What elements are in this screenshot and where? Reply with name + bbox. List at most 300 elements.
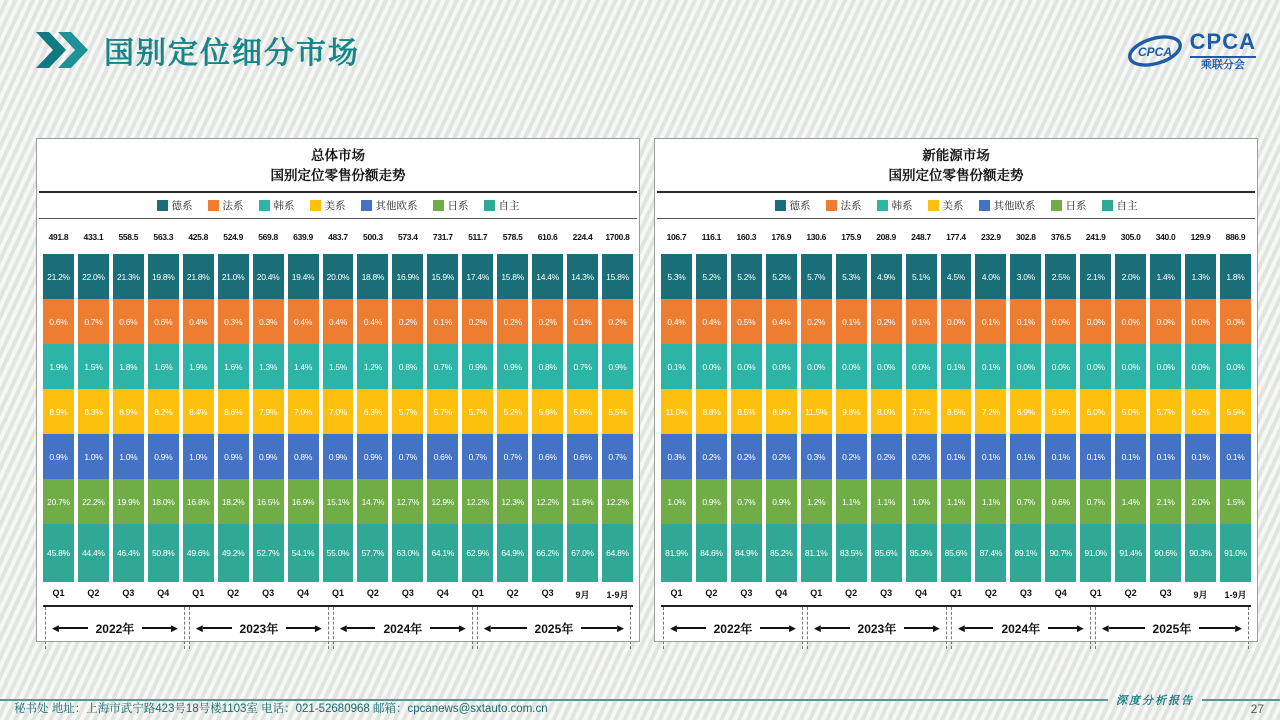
legend-item — [208, 198, 244, 213]
bar-segment: 5.6% — [532, 389, 563, 434]
bar-segment: 8.9% — [43, 389, 74, 434]
bar-column — [1220, 221, 1251, 601]
bar-total-label: 731.7 — [432, 232, 453, 243]
bar-segment: 8.2% — [148, 389, 179, 434]
bar-segment: 0.9% — [323, 434, 354, 479]
legend-label: 法系 — [222, 200, 244, 213]
bar-segment: 21.8% — [183, 254, 214, 299]
bar-column — [1010, 221, 1041, 601]
bar-total-label: 305.0 — [1120, 232, 1141, 243]
bar-total-label: 425.8 — [188, 232, 209, 243]
bar-segment: 91.0% — [1220, 524, 1251, 582]
bar-segment: 90.6% — [1150, 524, 1181, 582]
bar-segment: 5.7% — [801, 254, 832, 299]
bar-segment: 0.2% — [906, 434, 937, 479]
bar-total-label: 248.7 — [911, 232, 931, 243]
bar-segment: 0.1% — [836, 299, 867, 344]
x-tick-label: Q3 — [401, 588, 414, 599]
bar-segment: 0.0% — [941, 299, 972, 344]
arrow-left-icon: ◀ — [670, 622, 677, 633]
bar-column — [836, 221, 867, 601]
bar-total-label: 160.3 — [736, 232, 757, 243]
bar-segment: 0.7% — [1080, 479, 1111, 524]
x-tick-label: Q3 — [122, 588, 135, 599]
bar-segment: 0.7% — [731, 479, 762, 524]
bar-total-label: 1700.8 — [605, 232, 630, 243]
logo-text: CPCA — [1189, 29, 1256, 54]
year-group — [807, 607, 947, 649]
bar-segment: 1.2% — [801, 479, 832, 524]
bar-segment: 16.9% — [288, 479, 319, 524]
bar-segment: 0.7% — [392, 434, 423, 479]
bar-segment: 0.2% — [731, 434, 762, 479]
bar-segment: 0.6% — [148, 299, 179, 344]
x-tick-label: Q1 — [331, 588, 344, 599]
legend-label: 其他欧系 — [375, 200, 418, 213]
bar-segment: 11.6% — [567, 479, 598, 524]
bar-segment: 19.9% — [113, 479, 144, 524]
bar-column — [602, 221, 633, 601]
bar-segment: 8.3% — [78, 389, 109, 434]
bar-segment: 0.0% — [1115, 299, 1146, 344]
bar-segment: 1.1% — [836, 479, 867, 524]
bar-segment: 0.6% — [43, 299, 74, 344]
x-tick-label: Q1 — [192, 588, 205, 599]
bar-column — [532, 221, 563, 601]
stacked-bar — [567, 254, 598, 582]
bar-segment: 0.9% — [766, 479, 797, 524]
bar-segment: 11.5% — [801, 389, 832, 434]
bar-column — [766, 221, 797, 601]
bar-segment: 14.3% — [567, 254, 598, 299]
bar-segment: 0.0% — [1220, 344, 1251, 389]
bar-segment: 3.0% — [1010, 254, 1041, 299]
bar-total-label: 175.9 — [841, 232, 862, 243]
x-tick-label: Q3 — [541, 588, 554, 599]
bar-segment: 0.0% — [1080, 299, 1111, 344]
logo-subtext: 乘联分会 — [1190, 56, 1256, 71]
legend-swatch — [259, 200, 270, 211]
bar-segment: 0.1% — [1045, 434, 1076, 479]
bar-segment: 5.3% — [836, 254, 867, 299]
bar-segment: 8.6% — [218, 389, 249, 434]
bar-segment: 7.2% — [975, 389, 1006, 434]
bar-segment: 67.0% — [567, 524, 598, 582]
bar-segment: 12.7% — [392, 479, 423, 524]
bar-segment: 52.7% — [253, 524, 284, 582]
bar-segment: 0.0% — [836, 344, 867, 389]
bar-segment: 5.2% — [696, 254, 727, 299]
bar-segment: 5.2% — [497, 389, 528, 434]
bar-column — [1115, 221, 1146, 601]
bar-total-label: 578.5 — [502, 232, 523, 243]
legend-item — [433, 198, 469, 213]
bar-segment: 0.9% — [462, 344, 493, 389]
year-label: 2025年 — [534, 621, 574, 636]
x-tick-label: Q3 — [880, 588, 893, 599]
bar-segment: 45.8% — [43, 524, 74, 582]
bar-segment: 5.3% — [661, 254, 692, 299]
year-group — [189, 607, 329, 649]
bar-segment: 0.4% — [183, 299, 214, 344]
bar-segment: 5.8% — [567, 389, 598, 434]
bar-segment: 14.7% — [357, 479, 388, 524]
bar-column — [801, 221, 832, 601]
bar-segment: 5.7% — [1150, 389, 1181, 434]
bar-total-label: 491.8 — [48, 232, 69, 243]
bar-segment: 4.5% — [941, 254, 972, 299]
year-label: 2025年 — [1152, 621, 1192, 636]
bar-segment: 15.1% — [323, 479, 354, 524]
bar-column — [661, 221, 692, 601]
year-label: 2023年 — [857, 621, 897, 636]
bar-segment: 0.0% — [906, 344, 937, 389]
bar-segment: 64.9% — [497, 524, 528, 582]
bar-segment: 0.1% — [1115, 434, 1146, 479]
bar-column — [696, 221, 727, 601]
divider — [657, 218, 1255, 219]
bar-segment: 12.2% — [602, 479, 633, 524]
bar-segment: 1.1% — [871, 479, 902, 524]
bar-total-label: 524.9 — [223, 232, 244, 243]
arrow-right-icon: ▶ — [789, 622, 796, 633]
bar-segment: 15.8% — [497, 254, 528, 299]
year-group — [333, 607, 473, 649]
bar-segment: 1.3% — [1185, 254, 1216, 299]
arrow-left-icon: ◀ — [483, 622, 491, 633]
bar-segment: 0.3% — [661, 434, 692, 479]
bar-column — [148, 221, 179, 601]
legend-item — [877, 198, 913, 213]
stacked-bar — [462, 254, 493, 582]
bar-column — [218, 221, 249, 601]
legend-label: 法系 — [840, 200, 862, 213]
report-type-label: 深度分析报告 — [1116, 695, 1194, 707]
x-tick-label: Q4 — [157, 588, 170, 599]
bar-segment: 0.4% — [323, 299, 354, 344]
bar-column — [183, 221, 214, 601]
bar-segment: 6.2% — [1185, 389, 1216, 434]
bar-segment: 0.1% — [1010, 299, 1041, 344]
arrow-left-icon: ◀ — [339, 622, 347, 633]
bar-segment: 5.7% — [427, 389, 458, 434]
legend-item — [361, 198, 418, 213]
bar-segment: 0.1% — [975, 344, 1006, 389]
legend — [655, 193, 1257, 218]
stacked-bar — [43, 254, 74, 582]
x-tick-label: Q1 — [949, 588, 962, 599]
bar-segment: 0.1% — [1150, 434, 1181, 479]
bar-segment: 1.5% — [78, 344, 109, 389]
x-tick-label: Q1 — [670, 588, 683, 599]
stacked-bar — [801, 254, 832, 582]
bar-segment: 0.4% — [696, 299, 727, 344]
x-tick-label: Q2 — [984, 588, 997, 599]
arrow-right-icon: ▶ — [314, 622, 322, 633]
x-tick-label: Q4 — [915, 588, 928, 599]
bar-total-label: 569.8 — [258, 232, 278, 243]
bar-segment: 83.5% — [836, 524, 867, 582]
bar-segment: 5.1% — [906, 254, 937, 299]
bar-segment: 62.9% — [462, 524, 493, 582]
bar-segment: 0.5% — [731, 299, 762, 344]
bar-segment: 1.8% — [1220, 254, 1251, 299]
x-tick-label: Q3 — [740, 588, 753, 599]
bar-segment: 0.6% — [427, 434, 458, 479]
bar-segment: 2.1% — [1150, 479, 1181, 524]
bar-segment: 0.6% — [567, 434, 598, 479]
bar-total-label: 500.3 — [363, 232, 383, 243]
bar-segment: 0.1% — [941, 434, 972, 479]
arrow-right-icon: ▶ — [458, 622, 466, 633]
x-tick-label: Q2 — [845, 588, 858, 599]
legend-swatch — [361, 200, 372, 211]
bar-segment: 0.0% — [731, 344, 762, 389]
x-tick-label: Q2 — [506, 588, 519, 599]
bar-segment: 0.9% — [357, 434, 388, 479]
stacked-bar — [696, 254, 727, 582]
bar-segment: 1.4% — [1150, 254, 1181, 299]
arrow-left-icon: ◀ — [813, 622, 821, 633]
bar-segment: 1.6% — [148, 344, 179, 389]
bar-segment: 8.4% — [183, 389, 214, 434]
bar-segment: 64.8% — [602, 524, 633, 582]
bar-segment: 1.6% — [218, 344, 249, 389]
bar-total-label: 573.4 — [397, 232, 418, 243]
x-tick-label: Q2 — [87, 588, 100, 599]
x-tick-label: Q3 — [1019, 588, 1032, 599]
bar-segment: 12.2% — [532, 479, 563, 524]
footer-contact-info: 秘书处 地址：上海市武宁路423号18号楼1103室 电话：021-52680968 邮箱：cpcanews@sxtauto.com.cn — [14, 703, 548, 715]
stacked-bar — [357, 254, 388, 582]
bar-segment: 18.2% — [218, 479, 249, 524]
legend-swatch — [208, 200, 219, 211]
year-group — [663, 607, 803, 649]
bar-segment: 1.2% — [357, 344, 388, 389]
legend-item — [928, 198, 964, 213]
bar-segment: 1.8% — [113, 344, 144, 389]
bar-segment: 2.5% — [1045, 254, 1076, 299]
bar-total-label: 208.9 — [876, 232, 896, 243]
arrow-right-icon: ▶ — [932, 622, 940, 633]
legend-item — [1051, 198, 1087, 213]
year-group — [951, 607, 1091, 649]
double-chevron-icon — [36, 32, 88, 68]
bar-segment: 0.1% — [1010, 434, 1041, 479]
bar-segment: 18.0% — [148, 479, 179, 524]
bar-segment: 20.4% — [253, 254, 284, 299]
bar-segment: 46.4% — [113, 524, 144, 582]
page-number: 27 — [1250, 702, 1264, 716]
bar-segment: 5.0% — [1115, 389, 1146, 434]
legend-label: 美系 — [324, 200, 346, 213]
bar-segment: 49.6% — [183, 524, 214, 582]
bar-segment: 0.9% — [43, 434, 74, 479]
bar-column — [1080, 221, 1111, 601]
legend-label: 德系 — [789, 200, 811, 213]
bar-segment: 20.0% — [323, 254, 354, 299]
legend-item — [1102, 198, 1138, 213]
stacked-bar — [253, 254, 284, 582]
slide-header — [36, 28, 360, 72]
year-label: 2022年 — [713, 621, 753, 636]
bar-segment: 0.8% — [392, 344, 423, 389]
bar-segment: 0.4% — [288, 299, 319, 344]
bar-segment: 8.0% — [766, 389, 797, 434]
bar-segment: 0.9% — [497, 344, 528, 389]
arrow-left-icon: ◀ — [957, 622, 965, 633]
bar-segment: 0.0% — [801, 344, 832, 389]
bar-segment: 8.8% — [696, 389, 727, 434]
bar-segment: 55.0% — [323, 524, 354, 582]
legend-label: 自主 — [1116, 200, 1138, 213]
svg-text:CPCA: CPCA — [1137, 45, 1172, 59]
bar-segment: 1.3% — [253, 344, 284, 389]
bar-total-label: 558.5 — [118, 232, 139, 243]
x-tick-label: 1-9月 — [606, 590, 629, 601]
bar-segment: 0.7% — [567, 344, 598, 389]
bars-area — [37, 221, 639, 601]
bar-total-label: 376.5 — [1050, 232, 1071, 243]
bar-segment: 85.6% — [941, 524, 972, 582]
bar-segment: 0.0% — [871, 344, 902, 389]
bar-column — [871, 221, 902, 601]
bar-segment: 0.8% — [532, 344, 563, 389]
year-group — [1095, 607, 1249, 649]
year-axis — [655, 607, 1257, 649]
stacked-bar — [113, 254, 144, 582]
bar-column — [497, 221, 528, 601]
bar-segment: 85.9% — [906, 524, 937, 582]
arrow-right-icon: ▶ — [617, 622, 625, 633]
bar-segment: 49.2% — [218, 524, 249, 582]
bar-total-label: 232.9 — [981, 232, 1001, 243]
bar-column — [462, 221, 493, 601]
bar-segment: 19.4% — [288, 254, 319, 299]
bar-total-label: 241.9 — [1085, 232, 1106, 243]
arrow-right-icon: ▶ — [1076, 622, 1084, 633]
bar-segment: 0.1% — [1220, 434, 1251, 479]
bar-segment: 0.1% — [1080, 434, 1111, 479]
bar-segment: 0.0% — [1080, 344, 1111, 389]
stacked-bar — [1185, 254, 1216, 582]
bar-segment: 1.4% — [1115, 479, 1146, 524]
bar-total-label: 116.1 — [701, 232, 722, 243]
bar-segment: 9.8% — [836, 389, 867, 434]
bar-segment: 0.1% — [567, 299, 598, 344]
bar-total-label: 433.1 — [83, 232, 104, 243]
bars-area — [655, 221, 1257, 601]
year-axis — [37, 607, 639, 649]
bar-column — [1150, 221, 1181, 601]
stacked-bar — [532, 254, 563, 582]
bar-segment: 15.8% — [602, 254, 633, 299]
bar-segment: 8.5% — [731, 389, 762, 434]
legend-swatch — [433, 200, 444, 211]
bar-segment: 16.8% — [183, 479, 214, 524]
cpca-emblem-icon — [1126, 30, 1184, 72]
bar-segment: 12.2% — [462, 479, 493, 524]
bar-column — [323, 221, 354, 601]
stacked-bar — [1220, 254, 1251, 582]
bar-segment: 1.0% — [661, 479, 692, 524]
bar-segment: 90.7% — [1045, 524, 1076, 582]
divider — [39, 218, 637, 219]
bar-segment: 5.2% — [731, 254, 762, 299]
bar-column — [427, 221, 458, 601]
bar-segment: 66.2% — [532, 524, 563, 582]
bar-segment: 0.2% — [871, 299, 902, 344]
bar-total-label: 130.6 — [806, 232, 827, 243]
bar-segment: 6.0% — [1080, 389, 1111, 434]
bar-segment: 4.9% — [871, 254, 902, 299]
bar-segment: 15.9% — [427, 254, 458, 299]
bar-segment: 21.0% — [218, 254, 249, 299]
bar-segment: 63.0% — [392, 524, 423, 582]
bar-segment: 7.7% — [906, 389, 937, 434]
bar-segment: 0.0% — [1045, 344, 1076, 389]
legend-swatch — [826, 200, 837, 211]
bar-column — [1045, 221, 1076, 601]
bar-segment: 0.0% — [1115, 344, 1146, 389]
bar-segment: 0.2% — [532, 299, 563, 344]
legend-label: 日系 — [1065, 200, 1087, 213]
bar-segment: 0.2% — [602, 299, 633, 344]
bar-segment: 5.7% — [462, 389, 493, 434]
stacked-bar — [941, 254, 972, 582]
bar-segment: 0.2% — [766, 434, 797, 479]
bar-segment: 8.6% — [941, 389, 972, 434]
bar-segment: 87.4% — [975, 524, 1006, 582]
bar-segment: 1.5% — [323, 344, 354, 389]
bar-segment: 0.2% — [392, 299, 423, 344]
bar-segment: 1.1% — [941, 479, 972, 524]
legend-label: 韩系 — [273, 200, 295, 213]
stacked-bar — [323, 254, 354, 582]
bar-segment: 81.1% — [801, 524, 832, 582]
year-group — [45, 607, 185, 649]
stacked-bar — [1150, 254, 1181, 582]
arrow-right-icon: ▶ — [1235, 622, 1243, 633]
bar-segment: 91.0% — [1080, 524, 1111, 582]
bar-segment: 6.9% — [1010, 389, 1041, 434]
bar-segment: 20.7% — [43, 479, 74, 524]
bar-segment: 81.9% — [661, 524, 692, 582]
bar-segment: 0.1% — [1185, 434, 1216, 479]
bar-column — [253, 221, 284, 601]
stacked-bar — [78, 254, 109, 582]
bar-segment: 0.0% — [696, 344, 727, 389]
bar-segment: 0.1% — [661, 344, 692, 389]
stacked-bar — [427, 254, 458, 582]
arrow-left-icon: ◀ — [195, 622, 203, 633]
bar-total-label: 302.8 — [1015, 232, 1036, 243]
bar-segment: 0.3% — [253, 299, 284, 344]
legend-label: 德系 — [171, 200, 193, 213]
stacked-bar — [661, 254, 692, 582]
legend-label: 日系 — [447, 200, 469, 213]
bar-column — [43, 221, 74, 601]
x-tick-label: Q2 — [1124, 588, 1137, 599]
bar-segment: 11.0% — [661, 389, 692, 434]
legend-item — [484, 198, 520, 213]
bar-segment: 54.1% — [288, 524, 319, 582]
bar-segment: 1.0% — [78, 434, 109, 479]
chart-title: 新能源市场 国别定位零售份额走势 — [888, 148, 1024, 183]
x-tick-label: Q1 — [52, 588, 65, 599]
bar-segment: 0.9% — [602, 344, 633, 389]
bar-segment: 8.9% — [113, 389, 144, 434]
